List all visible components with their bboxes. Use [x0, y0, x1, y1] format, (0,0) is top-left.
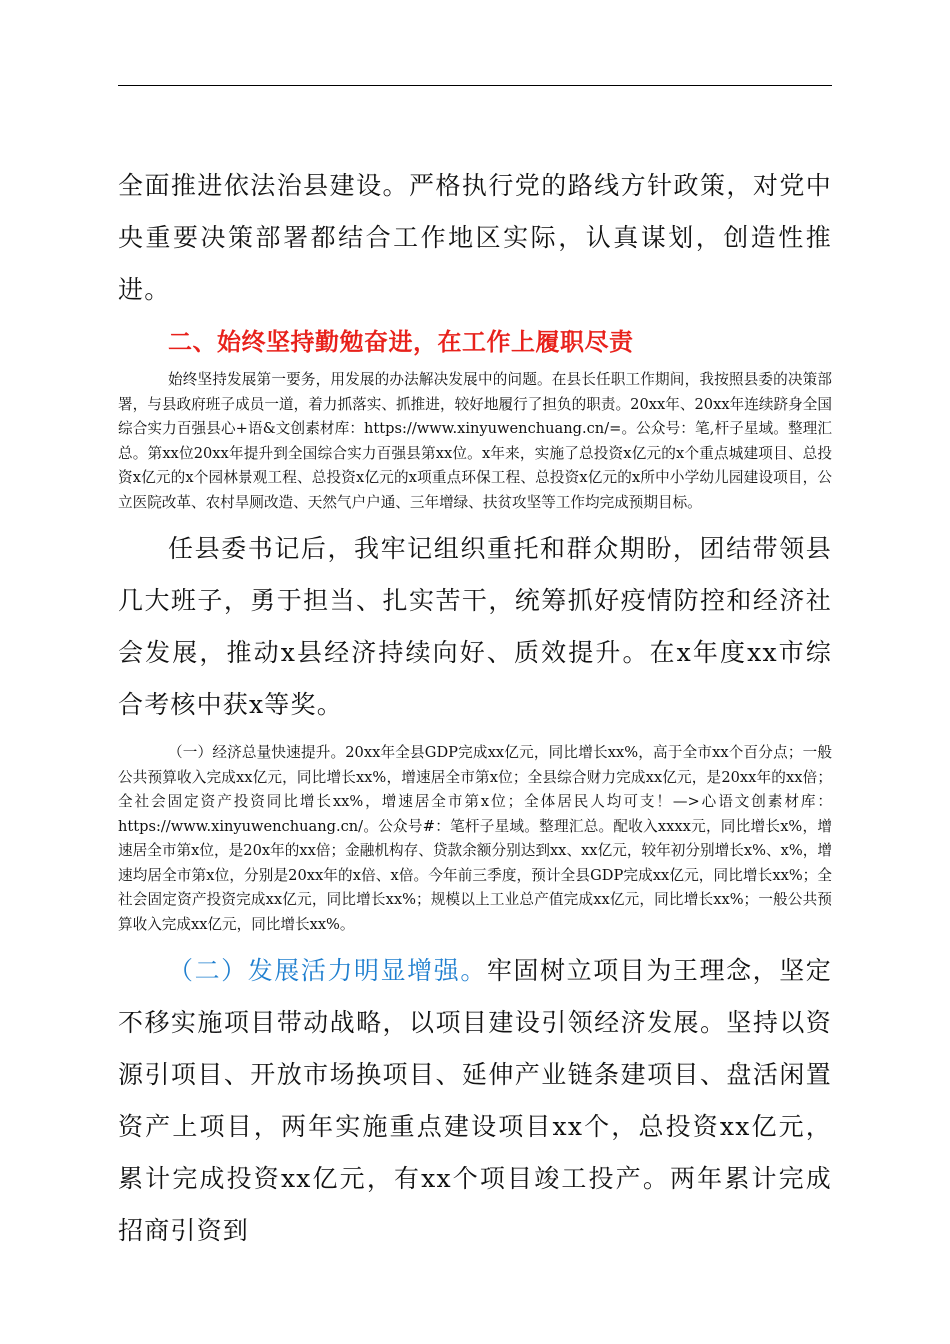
paragraph-economic-growth: （一）经济总量快速提升。20xx年全县GDP完成xx亿元，同比增长xx%，高于全市xx个百分点；一般公共预算收入完成xx亿元，同比增长xx%，增速居全市第x位；全县综合财力完成xx亿元，是20xx年的xx倍；全社会固定资产投资同比增长xx%，增速居全市第x位；全体居民人均可支！—>心语文创素材库：https://www.xinyuwenchuang.cn/。公众号#：笔杆子星域。整理汇总。配收入xxxx元，同比增长x%，增速居全市第x位，是20x年的xx倍；金融机构存、贷款余额分别达到xx、xx亿元，较年初分别增长x%、x%，增速均居全市第x位，分别是20xx年的x倍、x倍。今年前三季度，预计全县GDP完成xx亿元，同比增长xx%；全社会固定资产投资完成xx亿元，同比增长xx%；规模以上工业总产值完成xx亿元，同比增长xx%；一般公共预算收入完成xx亿元，同比增长xx%。 — [118, 744, 832, 933]
paragraph-development-vitality-body: 牢固树立项目为王理念，坚定不移实施项目带动战略，以项目建设引领经济发展。坚持以资源引项目、开放市场换项目、延伸产业链条建项目、盘活闲置资产上项目，两年实施重点建设项目xx个，总投资xx亿元，累计完成投资xx亿元，有xx个项目竣工投产。两年累计完成招商引资到 — [118, 956, 832, 1245]
document-body — [118, 160, 832, 1257]
subheading-development-vitality: （二）发展活力明显增强。 — [168, 956, 487, 985]
paragraph-rule-of-law: 全面推进依法治县建设。严格执行党的路线方针政策，对党中央重要决策部署都结合工作地区实际，认真谋划，创造性推进。 — [118, 171, 832, 304]
paragraph-development-duties: 始终坚持发展第一要务，用发展的办法解决发展中的问题。在县长任职工作期间，我按照县委的决策部署，与县政府班子成员一道，着力抓落实、抓推进，较好地履行了担负的职责。20xx年、20xx年连续跻身全国综合实力百强县心+语&文创素材库：https://www.xinyuwenchuang.cn/=。公众号：笔,杆子星域。整理汇总。第xx位20xx年提升到全国综合实力百强县第xx位。x年来，实施了总投资x亿元的x个重点城建项目、总投资x亿元的x个园林景观工程、总投资x亿元的x项重点环保工程、总投资x亿元的x所中小学幼儿园建设项目，公立医院改革、农村旱厕改造、天然气户户通、三年增绿、扶贫攻坚等工作均完成预期目标。 — [118, 371, 832, 511]
paragraph-party-secretary: 任县委书记后，我牢记组织重托和群众期盼，团结带领县几大班子，勇于担当、扎实苦干，统筹抓好疫情防控和经济社会发展，推动x县经济持续向好、质效提升。在x年度xx市综合考核中获x等奖。 — [118, 534, 832, 719]
paragraph-development-vitality — [118, 945, 832, 1257]
header-rule — [118, 85, 832, 86]
section-heading-2: 二、始终坚持勤勉奋进，在工作上履职尽责 — [168, 328, 634, 356]
